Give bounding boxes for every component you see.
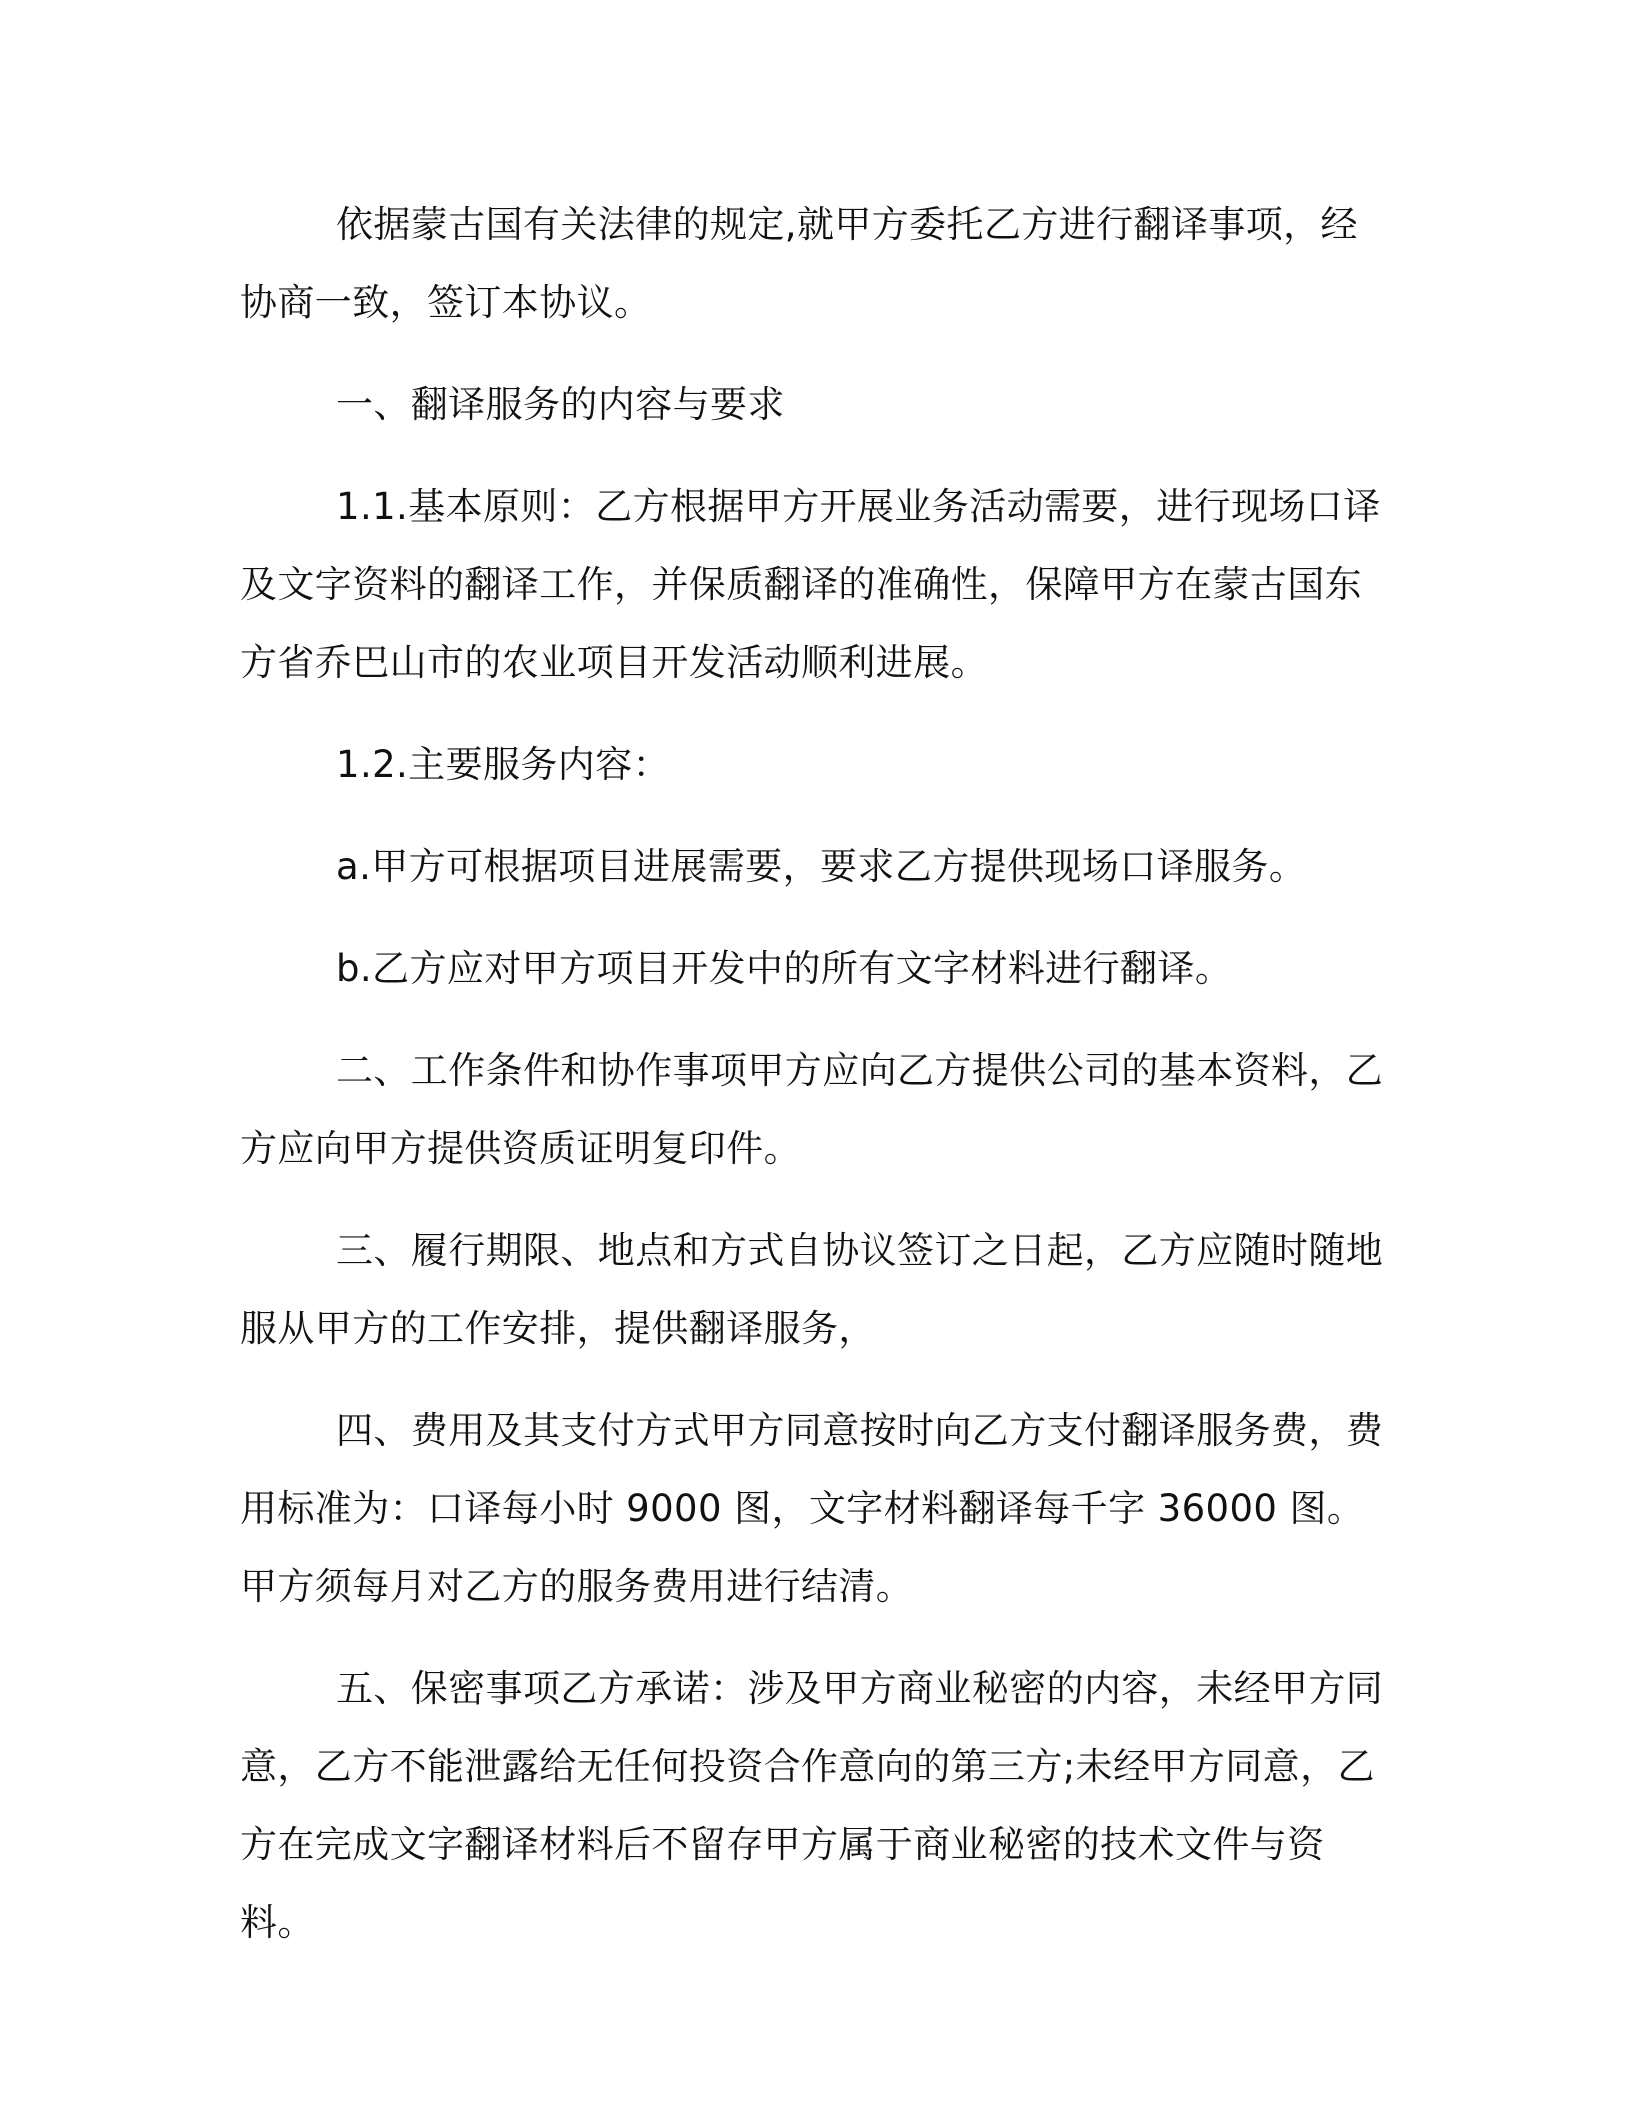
intro-paragraph: 依据蒙古国有关法律的规定,就甲方委托乙方进行翻译事项，经协商一致，签订本协议。 xyxy=(240,203,1358,324)
section-3: 三、履行期限、地点和方式自协议签订之日起，乙方应随时随地服从甲方的工作安排，提供翻译服务， xyxy=(240,1229,1384,1350)
paragraph-spacer xyxy=(240,1626,1390,1650)
section-2: 二、工作条件和协作事项甲方应向乙方提供公司的基本资料，乙方应向甲方提供资质证明复印件。 xyxy=(240,1049,1384,1170)
clause-a: a.甲方可根据项目进展需要，要求乙方提供现场口译服务。 xyxy=(336,845,1307,888)
section-4: 四、费用及其支付方式甲方同意按时向乙方支付翻译服务费，费用标准为：口译每小时 9000 图，文字材料翻译每千字 36000 图。甲方须每月对乙方的服务费用进行结清。 xyxy=(240,1409,1384,1608)
paragraph-spacer xyxy=(240,1368,1390,1392)
paragraph-spacer xyxy=(240,342,1390,366)
section-heading-1: 一、翻译服务的内容与要求 xyxy=(336,383,785,426)
paragraph-spacer xyxy=(240,906,1390,930)
clause-1-2: 1.2.主要服务内容： xyxy=(336,743,671,786)
section-5: 五、保密事项乙方承诺：涉及甲方商业秘密的内容，未经甲方同意，乙方不能泄露给无任何投资合作意向的第三方;未经甲方同意，乙方在完成文字翻译材料后不留存甲方属于商业秘密的技术文件与资料。 xyxy=(240,1667,1384,1944)
document-body xyxy=(240,186,1390,1962)
paragraph-spacer xyxy=(240,1188,1390,1212)
clause-b: b.乙方应对甲方项目开发中的所有文字材料进行翻译。 xyxy=(336,947,1233,990)
paragraph-spacer xyxy=(240,444,1390,468)
paragraph-spacer xyxy=(240,702,1390,726)
paragraph-spacer xyxy=(240,1008,1390,1032)
clause-1-1: 1.1.基本原则：乙方根据甲方开展业务活动需要，进行现场口译及文字资料的翻译工作，并保质翻译的准确性，保障甲方在蒙古国东方省乔巴山市的农业项目开发活动顺利进展。 xyxy=(240,485,1381,684)
paragraph-spacer xyxy=(240,804,1390,828)
